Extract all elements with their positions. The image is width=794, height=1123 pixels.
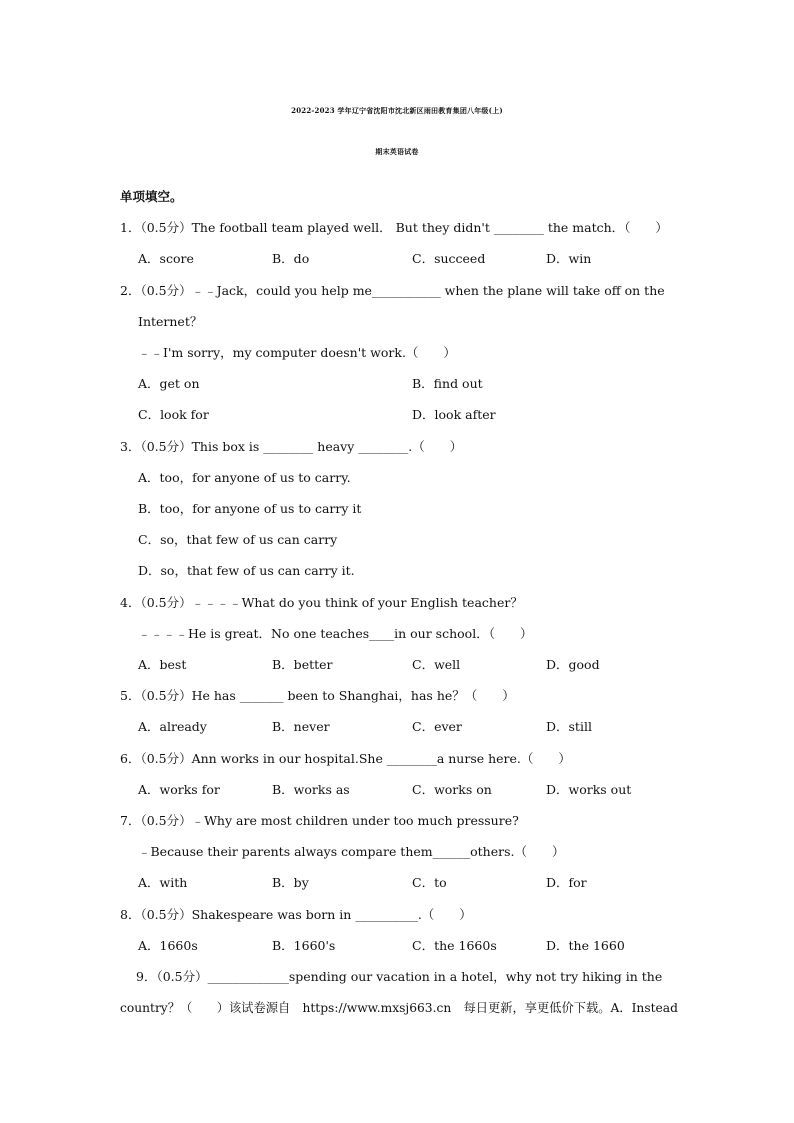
question-3-stem: 3．（0.5分）This box is ________ heavy ________.（ ） xyxy=(120,439,463,454)
question-6-option-b: B．works as xyxy=(272,782,350,797)
question-7-stem-line1: 7．（0.5分）﹣Why are most children under too much pressure? xyxy=(120,813,519,828)
question-8-option-b: B．1660's xyxy=(272,938,336,953)
section-heading: 单项填空。 xyxy=(120,189,183,204)
question-2-stem-line3: ﹣﹣I'm sorry，my computer doesn't work.（ ） xyxy=(138,345,456,360)
question-2-option-b: B．find out xyxy=(412,376,483,391)
question-8-stem: 8．（0.5分）Shakespeare was born in __________.（ ） xyxy=(120,907,472,922)
question-9-stem-line1: 9．（0.5分）_____________spending our vacation in a hotel，why not try hiking in the xyxy=(136,969,663,984)
question-8-option-c: C．the 1660s xyxy=(412,938,497,953)
question-3-option-a: A．too，for anyone of us to carry. xyxy=(138,470,351,485)
question-2-option-a: A．get on xyxy=(138,376,200,391)
question-3-option-b: B．too，for anyone of us to carry it xyxy=(138,501,362,516)
question-6-stem: 6．（0.5分）Ann works in our hospital.She ________a nurse here.（ ） xyxy=(120,751,571,766)
question-7-option-a: A．with xyxy=(138,875,188,890)
question-5-stem: 5．（0.5分）He has _______ been to Shanghai，has he？（ ） xyxy=(120,688,515,703)
question-1-stem: 1．（0.5分）The football team played well． But they didn't ________ the match．（ ） xyxy=(120,220,668,235)
question-8-option-a: A．1660s xyxy=(138,938,198,953)
question-7-option-c: C．to xyxy=(412,875,447,890)
question-2-option-d: D．look after xyxy=(412,407,496,422)
question-2-option-c: C．look for xyxy=(138,407,209,422)
exam-title-line1: 2022-2023 学年辽宁省沈阳市沈北新区雨田教育集团八年级(上) xyxy=(291,106,503,115)
question-1-option-a: A．score xyxy=(138,251,194,266)
exam-title-line2: 期末英语试卷 xyxy=(375,147,419,156)
question-6-option-d: D．works out xyxy=(546,782,632,797)
question-2-stem-line1: 2．（0.5分）﹣﹣Jack，could you help me___________ when the plane will take off on the xyxy=(120,283,665,298)
question-1-option-c: C．succeed xyxy=(412,251,486,266)
question-1-option-d: D．win xyxy=(546,251,592,266)
question-6-option-a: A．works for xyxy=(138,782,220,797)
question-3-option-d: D．so，that few of us can carry it. xyxy=(138,563,355,578)
question-9-stem-line2: country？（ ）该试卷源自 https://www.mxsj663.cn 每日更新，享更低价下载。A．Instead xyxy=(120,1001,678,1015)
question-4-stem-line1: 4．（0.5分）﹣﹣﹣﹣What do you think of your English teacher？ xyxy=(120,595,523,610)
question-5-option-c: C．ever xyxy=(412,719,462,734)
question-5-option-b: B．never xyxy=(272,719,330,734)
question-5-option-a: A．already xyxy=(138,719,207,734)
question-1-option-b: B．do xyxy=(272,251,310,266)
question-6-option-c: C．works on xyxy=(412,782,492,797)
question-4-stem-line2: ﹣﹣﹣﹣He is great．No one teaches____in our school．（ ） xyxy=(138,626,533,641)
question-8-option-d: D．the 1660 xyxy=(546,938,625,953)
question-4-option-a: A．best xyxy=(138,657,187,672)
question-3-option-c: C．so，that few of us can carry xyxy=(138,532,338,547)
question-7-stem-line2: ﹣Because their parents always compare them______others.（ ） xyxy=(138,844,565,859)
question-7-option-d: D．for xyxy=(546,875,587,890)
question-7-option-b: B．by xyxy=(272,875,309,890)
question-5-option-d: D．still xyxy=(546,719,592,734)
question-2-stem-line2: Internet？ xyxy=(138,314,203,329)
question-4-option-b: B．better xyxy=(272,657,333,672)
question-4-option-c: C．well xyxy=(412,657,461,672)
question-4-option-d: D．good xyxy=(546,657,600,672)
